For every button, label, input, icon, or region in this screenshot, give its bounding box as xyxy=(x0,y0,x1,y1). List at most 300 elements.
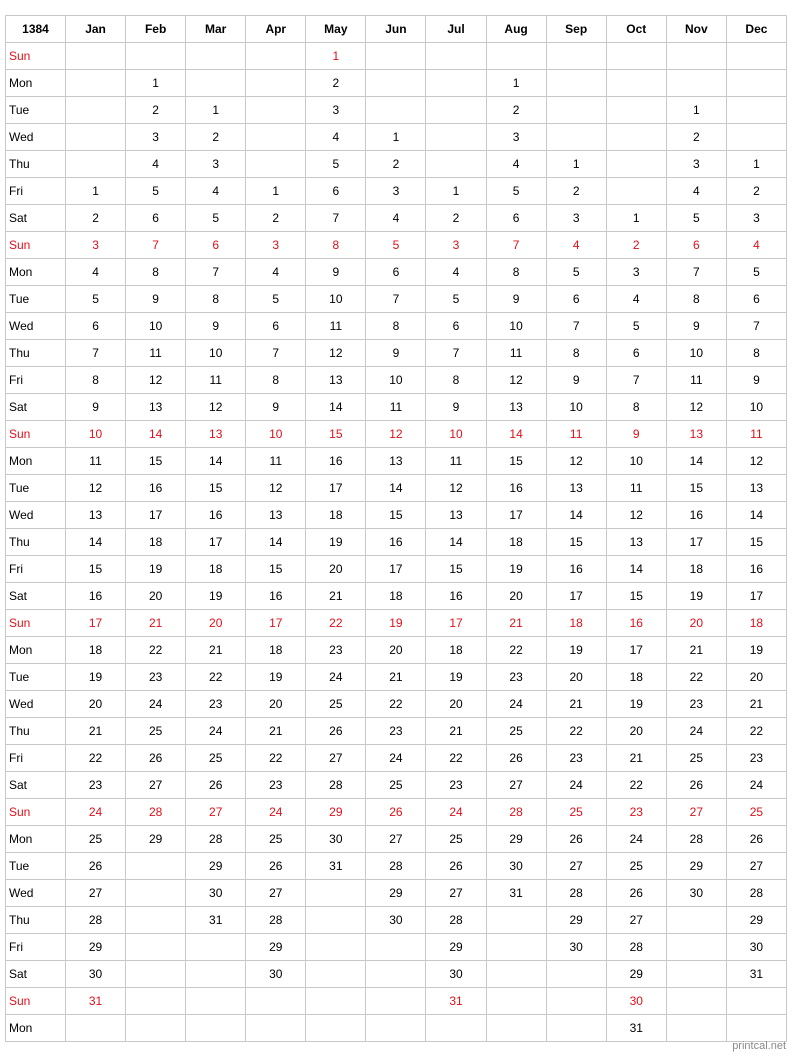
date-cell: 29 xyxy=(306,799,366,826)
date-cell: 13 xyxy=(426,502,486,529)
date-cell: 6 xyxy=(546,286,606,313)
date-cell: 17 xyxy=(546,583,606,610)
date-cell xyxy=(486,934,546,961)
date-cell: 26 xyxy=(186,772,246,799)
date-cell: 19 xyxy=(306,529,366,556)
date-cell: 29 xyxy=(246,934,306,961)
date-cell: 23 xyxy=(66,772,126,799)
date-cell: 27 xyxy=(246,880,306,907)
date-cell: 21 xyxy=(186,637,246,664)
date-cell: 4 xyxy=(546,232,606,259)
date-cell: 27 xyxy=(66,880,126,907)
date-cell xyxy=(426,151,486,178)
calendar-row xyxy=(6,205,787,232)
date-cell: 17 xyxy=(366,556,426,583)
date-cell: 6 xyxy=(426,313,486,340)
date-cell: 5 xyxy=(486,178,546,205)
date-cell: 12 xyxy=(726,448,786,475)
date-cell: 27 xyxy=(426,880,486,907)
date-cell: 29 xyxy=(726,907,786,934)
date-cell: 3 xyxy=(726,205,786,232)
date-cell: 9 xyxy=(306,259,366,286)
weekday-label: Thu xyxy=(6,151,66,178)
date-cell: 6 xyxy=(66,313,126,340)
date-cell xyxy=(486,43,546,70)
date-cell: 5 xyxy=(126,178,186,205)
month-heading: Mar xyxy=(186,16,246,43)
calendar-row xyxy=(6,745,787,772)
date-cell: 3 xyxy=(486,124,546,151)
date-cell: 21 xyxy=(726,691,786,718)
date-cell: 28 xyxy=(606,934,666,961)
date-cell: 2 xyxy=(246,205,306,232)
date-cell: 28 xyxy=(486,799,546,826)
date-cell: 23 xyxy=(726,745,786,772)
date-cell xyxy=(606,124,666,151)
date-cell: 26 xyxy=(246,853,306,880)
calendar-row xyxy=(6,988,787,1015)
date-cell: 30 xyxy=(186,880,246,907)
calendar-row xyxy=(6,772,787,799)
date-cell: 2 xyxy=(726,178,786,205)
date-cell: 18 xyxy=(546,610,606,637)
date-cell: 27 xyxy=(306,745,366,772)
date-cell: 6 xyxy=(606,340,666,367)
date-cell: 22 xyxy=(186,664,246,691)
date-cell: 27 xyxy=(126,772,186,799)
weekday-label: Sun xyxy=(6,232,66,259)
date-cell: 10 xyxy=(186,340,246,367)
month-heading: Jun xyxy=(366,16,426,43)
date-cell: 31 xyxy=(486,880,546,907)
date-cell: 5 xyxy=(186,205,246,232)
date-cell xyxy=(726,70,786,97)
date-cell: 19 xyxy=(666,583,726,610)
date-cell: 31 xyxy=(426,988,486,1015)
date-cell: 10 xyxy=(726,394,786,421)
calendar-row xyxy=(6,691,787,718)
date-cell: 13 xyxy=(366,448,426,475)
date-cell: 4 xyxy=(366,205,426,232)
date-cell: 9 xyxy=(426,394,486,421)
date-cell xyxy=(606,70,666,97)
date-cell: 3 xyxy=(426,232,486,259)
date-cell: 25 xyxy=(606,853,666,880)
date-cell: 12 xyxy=(186,394,246,421)
date-cell xyxy=(606,97,666,124)
date-cell: 28 xyxy=(246,907,306,934)
date-cell: 2 xyxy=(426,205,486,232)
date-cell: 4 xyxy=(126,151,186,178)
month-heading: Feb xyxy=(126,16,186,43)
date-cell: 4 xyxy=(666,178,726,205)
date-cell: 13 xyxy=(126,394,186,421)
calendar-row xyxy=(6,880,787,907)
date-cell: 29 xyxy=(126,826,186,853)
date-cell xyxy=(726,43,786,70)
date-cell: 11 xyxy=(66,448,126,475)
date-cell: 24 xyxy=(606,826,666,853)
date-cell xyxy=(186,70,246,97)
date-cell: 26 xyxy=(546,826,606,853)
date-cell xyxy=(246,151,306,178)
date-cell xyxy=(666,1015,726,1042)
calendar-row xyxy=(6,961,787,988)
date-cell xyxy=(186,934,246,961)
date-cell: 20 xyxy=(426,691,486,718)
date-cell: 12 xyxy=(606,502,666,529)
date-cell: 19 xyxy=(546,637,606,664)
date-cell xyxy=(366,961,426,988)
date-cell: 7 xyxy=(426,340,486,367)
date-cell: 28 xyxy=(546,880,606,907)
date-cell xyxy=(606,151,666,178)
date-cell: 14 xyxy=(306,394,366,421)
date-cell: 2 xyxy=(126,97,186,124)
date-cell: 23 xyxy=(486,664,546,691)
date-cell xyxy=(546,43,606,70)
calendar-row xyxy=(6,394,787,421)
calendar-row xyxy=(6,286,787,313)
date-cell: 30 xyxy=(606,988,666,1015)
date-cell: 16 xyxy=(486,475,546,502)
date-cell: 7 xyxy=(66,340,126,367)
date-cell: 25 xyxy=(546,799,606,826)
date-cell: 21 xyxy=(606,745,666,772)
date-cell: 1 xyxy=(546,151,606,178)
month-heading: Nov xyxy=(666,16,726,43)
date-cell: 15 xyxy=(426,556,486,583)
date-cell: 31 xyxy=(66,988,126,1015)
date-cell: 25 xyxy=(246,826,306,853)
date-cell: 11 xyxy=(486,340,546,367)
date-cell xyxy=(726,988,786,1015)
date-cell xyxy=(726,97,786,124)
date-cell: 11 xyxy=(126,340,186,367)
date-cell: 22 xyxy=(66,745,126,772)
date-cell: 13 xyxy=(186,421,246,448)
date-cell: 14 xyxy=(366,475,426,502)
weekday-label: Tue xyxy=(6,853,66,880)
date-cell: 25 xyxy=(366,772,426,799)
date-cell: 13 xyxy=(66,502,126,529)
weekday-label: Sat xyxy=(6,772,66,799)
date-cell: 19 xyxy=(246,664,306,691)
date-cell: 29 xyxy=(486,826,546,853)
date-cell: 27 xyxy=(366,826,426,853)
date-cell: 20 xyxy=(726,664,786,691)
date-cell: 21 xyxy=(426,718,486,745)
date-cell: 30 xyxy=(486,853,546,880)
date-cell: 25 xyxy=(726,799,786,826)
date-cell: 19 xyxy=(426,664,486,691)
date-cell: 7 xyxy=(486,232,546,259)
date-cell: 20 xyxy=(66,691,126,718)
date-cell: 30 xyxy=(306,826,366,853)
date-cell: 14 xyxy=(726,502,786,529)
date-cell: 6 xyxy=(666,232,726,259)
date-cell: 16 xyxy=(666,502,726,529)
year-calendar-table xyxy=(5,15,787,1042)
weekday-label: Sun xyxy=(6,610,66,637)
date-cell xyxy=(66,43,126,70)
weekday-label: Sat xyxy=(6,961,66,988)
date-cell xyxy=(366,97,426,124)
date-cell: 14 xyxy=(186,448,246,475)
calendar-row xyxy=(6,421,787,448)
date-cell: 16 xyxy=(726,556,786,583)
date-cell: 18 xyxy=(606,664,666,691)
date-cell xyxy=(666,988,726,1015)
weekday-label: Wed xyxy=(6,313,66,340)
date-cell xyxy=(366,43,426,70)
date-cell: 28 xyxy=(366,853,426,880)
date-cell xyxy=(606,43,666,70)
date-cell: 1 xyxy=(486,70,546,97)
date-cell: 5 xyxy=(306,151,366,178)
date-cell: 1 xyxy=(366,124,426,151)
date-cell: 24 xyxy=(186,718,246,745)
date-cell xyxy=(666,934,726,961)
date-cell: 30 xyxy=(546,934,606,961)
site-credit: printcal.net xyxy=(732,1040,786,1052)
date-cell: 10 xyxy=(126,313,186,340)
date-cell: 27 xyxy=(546,853,606,880)
date-cell xyxy=(186,961,246,988)
date-cell: 11 xyxy=(606,475,666,502)
weekday-label: Wed xyxy=(6,691,66,718)
date-cell: 30 xyxy=(426,961,486,988)
date-cell: 22 xyxy=(726,718,786,745)
calendar-row xyxy=(6,1015,787,1042)
weekday-label: Tue xyxy=(6,286,66,313)
date-cell: 17 xyxy=(606,637,666,664)
calendar-row xyxy=(6,502,787,529)
date-cell: 15 xyxy=(726,529,786,556)
date-cell xyxy=(186,988,246,1015)
date-cell: 23 xyxy=(426,772,486,799)
date-cell: 8 xyxy=(126,259,186,286)
date-cell: 4 xyxy=(186,178,246,205)
date-cell: 18 xyxy=(306,502,366,529)
month-heading: May xyxy=(306,16,366,43)
date-cell: 14 xyxy=(666,448,726,475)
date-cell: 24 xyxy=(666,718,726,745)
date-cell: 1 xyxy=(126,70,186,97)
calendar-row xyxy=(6,475,787,502)
calendar-row xyxy=(6,259,787,286)
date-cell xyxy=(246,70,306,97)
date-cell: 29 xyxy=(426,934,486,961)
date-cell: 10 xyxy=(66,421,126,448)
date-cell xyxy=(546,97,606,124)
date-cell: 5 xyxy=(546,259,606,286)
date-cell: 1 xyxy=(666,97,726,124)
month-heading: Jan xyxy=(66,16,126,43)
date-cell: 25 xyxy=(486,718,546,745)
date-cell: 8 xyxy=(546,340,606,367)
date-cell: 5 xyxy=(246,286,306,313)
date-cell xyxy=(546,988,606,1015)
date-cell: 21 xyxy=(486,610,546,637)
date-cell: 10 xyxy=(666,340,726,367)
date-cell: 18 xyxy=(426,637,486,664)
month-heading: Aug xyxy=(486,16,546,43)
date-cell: 6 xyxy=(186,232,246,259)
weekday-label: Tue xyxy=(6,97,66,124)
date-cell: 27 xyxy=(666,799,726,826)
date-cell: 3 xyxy=(306,97,366,124)
date-cell: 15 xyxy=(606,583,666,610)
date-cell: 9 xyxy=(486,286,546,313)
date-cell: 30 xyxy=(366,907,426,934)
date-cell: 7 xyxy=(606,367,666,394)
date-cell: 29 xyxy=(606,961,666,988)
date-cell: 24 xyxy=(66,799,126,826)
weekday-label: Mon xyxy=(6,1015,66,1042)
calendar-row xyxy=(6,97,787,124)
date-cell: 13 xyxy=(486,394,546,421)
weekday-label: Thu xyxy=(6,907,66,934)
date-cell: 22 xyxy=(486,637,546,664)
date-cell: 16 xyxy=(186,502,246,529)
date-cell: 23 xyxy=(306,637,366,664)
date-cell xyxy=(306,961,366,988)
date-cell: 2 xyxy=(306,70,366,97)
calendar-row xyxy=(6,70,787,97)
date-cell: 29 xyxy=(66,934,126,961)
date-cell: 31 xyxy=(306,853,366,880)
date-cell: 14 xyxy=(126,421,186,448)
date-cell: 30 xyxy=(66,961,126,988)
date-cell xyxy=(546,1015,606,1042)
date-cell: 16 xyxy=(126,475,186,502)
date-cell: 8 xyxy=(486,259,546,286)
date-cell: 8 xyxy=(366,313,426,340)
date-cell: 15 xyxy=(186,475,246,502)
date-cell: 24 xyxy=(126,691,186,718)
calendar-row xyxy=(6,583,787,610)
date-cell: 15 xyxy=(546,529,606,556)
date-cell: 1 xyxy=(66,178,126,205)
date-cell xyxy=(66,124,126,151)
calendar-row xyxy=(6,178,787,205)
date-cell: 8 xyxy=(726,340,786,367)
date-cell: 2 xyxy=(606,232,666,259)
calendar-row xyxy=(6,529,787,556)
date-cell: 20 xyxy=(126,583,186,610)
date-cell xyxy=(186,1015,246,1042)
date-cell: 13 xyxy=(246,502,306,529)
calendar-row xyxy=(6,556,787,583)
date-cell: 20 xyxy=(606,718,666,745)
date-cell: 3 xyxy=(606,259,666,286)
date-cell xyxy=(126,961,186,988)
date-cell: 23 xyxy=(246,772,306,799)
month-heading: Oct xyxy=(606,16,666,43)
date-cell xyxy=(366,1015,426,1042)
date-cell: 17 xyxy=(726,583,786,610)
date-cell: 27 xyxy=(486,772,546,799)
date-cell: 12 xyxy=(246,475,306,502)
calendar-row xyxy=(6,853,787,880)
date-cell: 28 xyxy=(126,799,186,826)
date-cell: 10 xyxy=(306,286,366,313)
date-cell: 15 xyxy=(666,475,726,502)
date-cell: 12 xyxy=(546,448,606,475)
date-cell: 6 xyxy=(486,205,546,232)
date-cell: 12 xyxy=(426,475,486,502)
calendar-row xyxy=(6,934,787,961)
date-cell: 9 xyxy=(66,394,126,421)
date-cell: 22 xyxy=(366,691,426,718)
date-cell: 25 xyxy=(666,745,726,772)
calendar-row xyxy=(6,907,787,934)
date-cell xyxy=(246,988,306,1015)
weekday-label: Thu xyxy=(6,718,66,745)
date-cell: 17 xyxy=(486,502,546,529)
date-cell: 30 xyxy=(246,961,306,988)
date-cell: 17 xyxy=(66,610,126,637)
date-cell xyxy=(66,1015,126,1042)
date-cell xyxy=(66,70,126,97)
date-cell: 8 xyxy=(186,286,246,313)
date-cell: 21 xyxy=(246,718,306,745)
weekday-label: Sat xyxy=(6,205,66,232)
calendar-row xyxy=(6,664,787,691)
date-cell: 1 xyxy=(426,178,486,205)
date-cell: 8 xyxy=(666,286,726,313)
date-cell: 18 xyxy=(246,637,306,664)
date-cell: 25 xyxy=(186,745,246,772)
date-cell: 16 xyxy=(366,529,426,556)
date-cell: 15 xyxy=(126,448,186,475)
date-cell: 31 xyxy=(606,1015,666,1042)
date-cell: 16 xyxy=(546,556,606,583)
date-cell xyxy=(726,124,786,151)
date-cell: 6 xyxy=(366,259,426,286)
weekday-label: Sun xyxy=(6,988,66,1015)
date-cell: 3 xyxy=(546,205,606,232)
date-cell xyxy=(126,853,186,880)
date-cell: 5 xyxy=(66,286,126,313)
date-cell: 18 xyxy=(486,529,546,556)
date-cell: 6 xyxy=(726,286,786,313)
date-cell: 25 xyxy=(426,826,486,853)
date-cell: 9 xyxy=(666,313,726,340)
date-cell: 27 xyxy=(726,853,786,880)
calendar-row xyxy=(6,637,787,664)
date-cell xyxy=(366,70,426,97)
calendar-row xyxy=(6,151,787,178)
date-cell: 5 xyxy=(366,232,426,259)
calendar-row xyxy=(6,826,787,853)
date-cell: 31 xyxy=(726,961,786,988)
date-cell: 11 xyxy=(426,448,486,475)
month-heading: Dec xyxy=(726,16,786,43)
date-cell: 13 xyxy=(726,475,786,502)
date-cell: 3 xyxy=(666,151,726,178)
date-cell: 24 xyxy=(366,745,426,772)
weekday-label: Mon xyxy=(6,448,66,475)
date-cell: 4 xyxy=(306,124,366,151)
date-cell: 9 xyxy=(366,340,426,367)
date-cell: 30 xyxy=(666,880,726,907)
date-cell: 9 xyxy=(546,367,606,394)
date-cell: 19 xyxy=(66,664,126,691)
date-cell: 14 xyxy=(606,556,666,583)
date-cell xyxy=(546,961,606,988)
